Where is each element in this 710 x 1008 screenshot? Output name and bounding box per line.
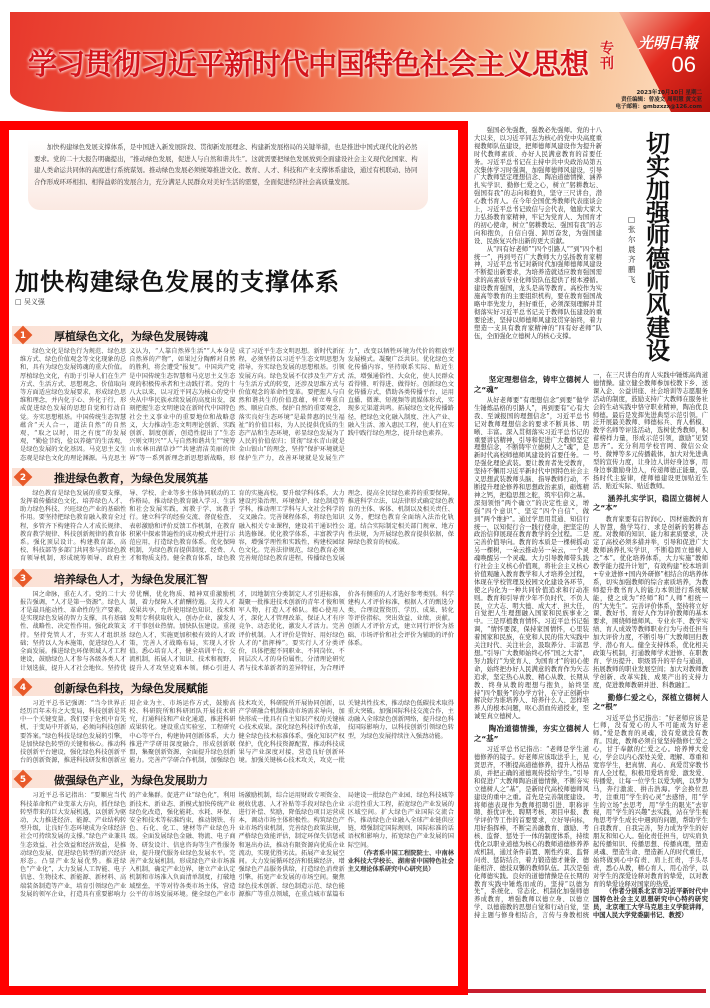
text-run: 绿色文化是绿色行为规范、绿色思维方式、绿色价值观念等文化现象的总和，具有为绿色发展铸魂的重大价值。厚植绿色文化，有助于引导人们在生产方式、生活方式、思想观念、价值取向等方面适应绿色发展要求，形成绿色思维和理念，并内化于心、外化于行，形成促进绿色发展的思想自觉和行动自觉。夯实思想根基。中国传统生态智慧蕴含“天人合一，道法自然”的自然观，“取之以时，用之有度”的发展观，“勤俭节约，俭以养德”的生活观，是绿色发展的文化基因。马克思主义生态	[20, 348, 127, 462]
side-subheading: 坚定理想信念，铸牢立德树人之“魂”	[474, 375, 589, 394]
side-subheading: 涵养扎实学识，稳固立德树人之“本”	[593, 493, 708, 513]
page-number: 06	[671, 52, 696, 77]
section-number-badge	[14, 568, 33, 587]
text-run: 攻克一批关键共性技术，推动绿色低碳技术取得重大突破。加强国际科技交流合作，主动融入全球绿色创新网络，提升绿色科技国际影响力，以科技创新引领绿色转型，为绿色发展持续注入强劲动能。	[319, 699, 454, 765]
section-heading	[12, 678, 454, 696]
paragraph: 强国必先强教，强教必先强师。党的十八大以来，以习近平同志为核心的党中央高度重视教师队伍建设，把师德师风建设作为提升新时代教师素质、办好人民满意教育的首要任务。习近平总书记在主持中共中央政治局第五次集体学习时强调，加强师德师风建设，引导广大教师坚定理想信念、陶冶道德情操、涵养扎实学识、勤修仁爱之心，树立“躬耕教坛、强国有我”的志向和抱负，坚守三尺讲台，潜心教书育人。在今年全国优秀教师代表座谈会上，习近平总书记致信与会代表，勉励大家大力弘扬教育家精神，牢记为党育人、为国育才的初心使命，树立“躬耕教坛、强国有我”的志向和抱负，自信自强、踔厉奋发，为强国建设、民族复兴作出新的更大贡献。	[474, 127, 602, 245]
section-title: 做强绿色产业，为绿色发展助力	[54, 774, 208, 788]
side-lead	[474, 127, 602, 340]
paragraph	[20, 348, 454, 463]
article-section	[12, 468, 454, 564]
section-body	[20, 490, 454, 564]
article-headline: 加快构建绿色发展的支撑体系	[15, 267, 340, 296]
section-title: 创新绿色科技，为绿色发展赋能	[54, 681, 208, 695]
section-number-badge	[14, 467, 33, 486]
section-title: 推进绿色教育，为绿色发展筑基	[54, 471, 208, 485]
text-run: 国之命脉，重在人才。党的二十大报告强调，“人才是第一资源”。绿色人才是最具能动性、革命性的生产要素，是实现绿色发展的智力支撑，具有基础性、战略性、决定性作用。强化政策支持。坚持党管人才，夯实人才组织基础；坚持以人为本施策，促进绿色人才全面发展。推进绿色环保领域人才工程建设，鼓励绿色人才参与各	[20, 590, 127, 664]
section-number-badge	[14, 770, 33, 789]
text-run: 高校。要升级学科体系，大力建设污染治理、环境保护、绿色制造等学科，推动理工学科与人文社会科学的交叉融合。完善课程体系，将绿色知识融入相关专业课程，建设若干通识性公共选修课。优化教学体系，丰富教学内容，增强学理性和实践性，构建校园绿色文化。完善法律规范，绿色教育必须完善	[238, 489, 345, 563]
issue-meta	[616, 90, 702, 111]
text-run: 类评价，具体把握不同职业、不同岗位、不同层次人才的身份属性，分清理论研究者与技术革新者的差异特征，为合理评价各有侧重的人才选好参考类别。科学建构人才评价标准，根据人才的甄选分类，合理设置资历、学历、成果、转化等评价指标，突出效益、业绩、贡献。创新人才评价方式，建立同行评价为基础、市场评价和社会评价为辅助的评价体系。	[238, 590, 454, 672]
section-heading	[12, 468, 454, 486]
side-body	[474, 372, 708, 920]
article-section	[12, 326, 454, 463]
section-number-badge	[14, 326, 33, 345]
editors: 责任编辑：曾凌文 周明慧 黄文亚	[621, 97, 702, 103]
paragraph	[20, 700, 454, 766]
text-run: 习近平总书记强调：“当今世界正经历百年未有之大变局，科技创新是其中一个关键变量。我们要于危机中育先机、于变局中开新局，必须向科技创新要答案。”绿色科技是绿色发展的引擎，是加快绿色转型的关键和核心。推动科技创新平台建设，强化绿色科技创新平台的创新资源，推进科技研发和创新应用	[20, 699, 136, 765]
section-number: 4	[19, 681, 27, 692]
text-run: 洁美丽的世界”等一系列新理念新思想新战略，形成了习近平生态文明思想。新时代新征程，必须坚持以习近平生态文明思想为指导，夯实绿色发展的思想根基。引领发展方向。绿色发展不仅涉及生产方式与生活方式的转变，还涉及思维方式与价值观念的革命性变革。要把握人与自然和谐共生的价值意蕴，树立尊重自然、顺应自然、保护自然的重要观念，落实良好生态环境“是最普惠的民生福祉”的价值目标，为人民提供优质的生态产品和生态环境，彰显绿色发展为了人民的价值依归；贯彻“绿	[129, 348, 345, 462]
text-run: 规范绿色教育进程，传播绿色发展理念、提高全民绿色素养的重要保障。推进科学立法，以法律形式确定绿色教育的主体、客体、机制以及相关责任、义务，把绿色教育全面纳入法治化轨道。结合实际制定相关部门规章、地方性法规，为开展绿色教育提供依据，保障绿色教育的权威。	[251, 489, 454, 563]
section-body	[20, 700, 454, 766]
bottom-rule	[468, 989, 706, 993]
section-number-badge	[14, 677, 33, 696]
text-run: 习近平总书记指出：“老师是学生道德修养的镜子。好老师应该取法乎上，见贤思齐，不断提高道德修养，提升人格品质，并把正确的道德观传授给学生。”引导和促进广大教师陶冶道德情操，不断夯实立德树人之“基”，是新时代高校师德师风建设的重中之重。首先是完善制度建设。将师德表现作为教师招聘引进、职称评聘、推优评先、聘期考核、项目申报、教学评价等工作的首要要求，立好导向标，用好指挥棒，不断完善融教育、激励、考核、监督、惩处于一体的制度体系，持续优化以职业道德为核心的教师道德修养养成机制，通过条件前置、刚性约束、监督问责、惩防结合，着力锻造德才兼备、德能相济、德技双馨的教师队伍。其次是强化师德实践。良好的道德情操是在长期的教育实践中锤炼而成的。坚持“以德为先”，系统化、常态化、机制化加强师德养成教育，增强教师以德立身、以德立学、以德施教的思想自觉和行动自觉，坚持主题与修身相结合，言传与身教相统一，在三尺讲台的育人实践中锤炼高尚道德情操。建立健全教师参加校教下乡、送课入企、公益讲座、社会培训等志愿服务活动的制	[474, 372, 708, 920]
divider-bar	[460, 121, 468, 995]
text-run: 习近平总书记指出：“要顺应当代科技革命和产业变革大方向，抓住绿色转型带来的巨大发展机遇，以创新为驱动，大力推进经济、能源、产业结构转型升级，让良好生态环境成为全球经济社会可持续发展的支撑。”绿色产业兼具生态效益、社会效益和经济效益，是推动绿色发展、促进绿色转型的新兴经济形态。凸显产业发展优势。推进绿色“产业化”，大力发展人工智能、电子信息、生物技术、新能源、新材料、高端装备制造等产业，培育引领绿色产业发展的领军企业，	[20, 792, 127, 898]
text-run: 打造具有重要影响力的产业集群。促进产业“绿色化”，利用新技术、新业态、新模式加快传统产业绿色化改造，强化能耗、水耗、环保、安全和技术等标准约束，推动钢铁、有色、石化、化工、建材等产业绿色升级。全面发展绿色金融、物流、电子商务、研发设计、信息咨询等生产性服务业，提升现代服务业绿色发展水平。完善产业发展机制。形成绿色产业市场准入机制，确定产业边界，建立产业认定机制和市场准入负面清单制度，打破地域壁垒，平等对待各类市场主体，营	[70, 792, 236, 898]
side-byline: □ 张尔晨 齐鹏飞	[628, 215, 636, 284]
section-number: 2	[19, 471, 27, 483]
side-headline: 切实加强师德师风建设	[646, 129, 670, 365]
side-subheading: 陶冶道德情操，夯实立德树人之“基”	[474, 724, 589, 743]
article-section	[12, 569, 454, 673]
text-run: 造公平的市场发展环境。健全绿色产业市场激励机制，综合运用财政专项资金、税收优惠、人才补贴等手段对绿色企业进行补偿、奖励，降低绿色项目运营成本，调动市场主体积极性。构筑绿色产业市场约束机制，完善绿色政策法规，严格绿色效能评估，制定环保失信惩戒和退出办法，推动有限资源向优质企业流动，实现优胜劣汰。拓展产业发展空间。大力发展循环经济和低碳经济，增强绿色产品服务供给，打造绿色消费新引擎，拓宽产业发展	[129, 792, 345, 898]
text-run: 的市场空间。聚焦绿色技术创新、绿色制造示范、绿色能源推广等重点领域，在重点城市谋篇布局建设一批绿色产业园、绿色科技城等示范性重大工程，拓宽绿色产业发展的区域空间。扩大绿色产业国际交流合作，推动绿色企业融入全球产业链供应链，增强制定国际规则、国际标准的话语权和影响力，拓宽绿色产业发展的国际空间。	[238, 792, 454, 898]
section-number: 5	[19, 774, 27, 785]
paragraph: 习近平总书记指出：“好老师应该是仁师，没有爱心的人不可能成为好老师。”爱是教育的灵魂，没有爱就没有教育。因此，教师必须自觉坚持勤修仁爱之心，甘于奉献的仁爱之心。培养博大爱心，学会以内心深处关爱、理解、尊重和宽容学生，把真情、真心、真爱贯穿教书育人全过程，积极用爱培育爱、激发爱、传播爱，让每一位学生以爱为帆，以梦为马，奔行激流、拼击浩海。学会换位思考，注重用“学生的心灵”去感悟，用“学生的立场”去思考，用“学生的眼光”去审视，用“学生的兴趣”去实践，站在学生视角思考学生成长中遇到的问题，帮助学生自我教育、自我完善，努力成为学生的好朋友和知心人。强化责任担当，切实肩负起传播知识、传播思想、传播真理，塑造灵魂、塑造生命、塑造新人的时代重任，始终做到心中有责、肩上扛责，手头尽责，悉心从教，精心育人，用心治学，以对学生的深爱诠释对教育的挚爱，以对教育的挚爱诠释对国家的热爱。	[593, 714, 708, 888]
paragraph: 从好老师要“有理想信念”到要“做学生锤炼品格的引路人”，再到要有“心有大我、至诚报国的理想信念”，习近平总书记对教师理想信念的要求不断具体、明晰、丰富。深入贯彻落实习近平总书记的重要讲话精神，引导和促进广大教师坚定理想信念，不断铸牢立德树人之“魂”，是新时代高校师德师风建设的首要任务。一是强化理论武装。要让教育者先受教育，坚持不懈用习近平新时代中国特色社会主义思想武装教师头脑、指导教师行动，不断提升理论修养和思想政治素质，砺炼精神之钙，把稳思想之舵，筑牢信仰之基。深刻领悟“两个确立”的决定性意义，增强“四个意识”、坚定“四个自信”、做到“两个维护”。通过学思用贯通、知信行统一，以知促行合一践行使命，把坚定的政治信仰展现在教育教学的全过程。二是完善价值导向。教育的本质是一棵树摇动另一棵树，一朵云推动另一朵云，一个灵魂唤醒另一个灵魂。大力引导教师带头践行社会主义核心价值观，将社会主义核心价值观融入教育教学和人才培养全过程，体现在学校管理及校园文化建设各环节，使之内化为一种共同价值追求和行动准则。教育和引导青少年不负时代、不负人民，立大志、明大德、成大才、担大任，自觉把人生理想融入国家和民族事业之中。三是厚植教育情怀。习近平总书记强调，“情怀要深，保持家国情怀，心里装着国家和民族，在党和人民的伟大实践中关注时代、关注社会，汲取养分、丰富思想。”引导广大教师始终心怀“国之大者”，努力践行“为党育人、为国育才”的初心使命，始终把办好人民满意的教育作为矢志追求，坚定热心从教、精心从教、长期从教、终身从教的理想与抱负，始终坚持“四个服务”的办学方针，在守正创新中解决好为谁培养人、培养什么人、怎样培养人的根本问题，呕心沥血传道授业，至诚至真立德树人。	[474, 397, 589, 721]
side-subheading: 勤修仁爱之心，深植立德树人之“根”	[593, 692, 708, 712]
email: 电子邮箱：gmbzxzx@126.com	[615, 104, 702, 110]
author-note: （作者分别系北京市习近平新时代中国特色社会主义思想研究中心特约研究员，北京理工大学马克思主义学院讲师，中国人民大学党委副书记、教授）	[593, 888, 708, 920]
article-section	[12, 678, 454, 766]
text-run: 学校、企业等多主体协同联动的工作格局，推动绿色教育融入学习、生活和社会发展实践，寓教于学、寓教于行。建立科学的经验交流、督促检查、表彰激励和评价反馈工作机制，在教育积累中探索普遍性的成功模式并进行示范应用，打造绿色教育体系。优化保障机制，为绿色教育提供制度、经费、人才和物质支持。健全教育体系，绿色教育的实施	[129, 489, 264, 563]
paragraph	[20, 792, 454, 899]
article-byline: □ 吴义强	[15, 298, 45, 306]
section-number: 3	[19, 572, 27, 583]
text-run: 水青山就是金山银山”的理念，坚持“保护环境就是保护生产力，改善环境就是发展生产力”，改变以牺牲环境为代价的粗放型发展模式。凝聚广泛共识。优化绿色文化传播内容，坚持联系实际、贴近生活，增强通俗性、大众化，使人民群众看得懂、听得进、做得好。创新绿色文化传播方式，借助各类传播平台，运用直播、微课、短视频等流媒体形式，实现多元渠道共鸣。拓展绿色文化传播路径，把绿色文化融入制度、注入产业、融入生活、渗入惠民工程，使人们在实践中践行绿色理念，提升绿色素养。	[238, 348, 454, 462]
author-note: （作者系中国工程院院士、中南林业科技大学校长、湖南省中国特色社会主义理论体系研究中心研究员）	[347, 849, 454, 874]
section-body	[20, 792, 454, 899]
text-run: 企业为主、市场运作方式，鼓励高校、科研院所和科研团队开展技术研究，打通科技和产业化通道，推进科研成果转化。建设重点实验室、工程研究中心等平台，构建协同创新体系，大力推进产学研用深度融合，形成创新联盟，集聚创新资源，全面提升绿色创新能力。完善产学研合作机制，加强绿色技术	[129, 699, 252, 765]
paragraph	[20, 490, 454, 564]
text-run: 观是绿色文化的理论渊源。马克思主义认为，“人靠自然界生活”“人本身是自然界的产物”，如果过分陶醉对自然的胜利，将会遭受“报复”。中国共产党是中国传统生态智慧和马克思主义生态观的积极传承者和主动践行者。党的十八大以来，以习近平同志为核心的党中央从中华民族永续发展的高度出发，深刻把握生态文明建设在新时代中国特色社会主义事业中的重要地位和战略意义，大力推动生态文明理论创新、实践创新、制度创新，创造性提出了“生态兴则文明兴”“人与自然和谐共生”“统筹山水林田湖草沙”“共建清	[26, 348, 236, 462]
section-heading	[12, 569, 454, 587]
newspaper-logo: 光明日報	[637, 34, 698, 52]
article-sections	[12, 326, 454, 904]
special-label: 专刊	[600, 41, 614, 72]
section-title: 培养绿色人才，为绿色发展汇智	[54, 572, 208, 586]
section-title: 厚植绿色文化，为绿色发展铸魂	[54, 330, 208, 343]
text-run: 攻关，科研院所开展协同创新，以产学研融合机制推动市场需求导向，加快形成一批具有自主知识产权的关键核心技术成果。深化绿色科技评价改革，健全绿色技术标准体系，强化知识产权保护，优化科技资源配置，推动科技成果与产业深度对接，营造良好创新环境。加强关键核心技术攻关，	[238, 699, 345, 765]
text-run: 绿色教育是绿色发展的重要支撑，发挥着传播绿色文化、培养绿色人才、助力绿色科技、兴旺绿色产业的基础性作用。要坚持把绿色教育融入教育全过程，多管齐下构建符合人才成长规律、教育教学规律、科技创新规律的教育体系。强化顶层设计。构建教育部、高校、科技部等多部门共同参与的绿色教育领导机制，形成统筹领导、政府主导、	[20, 489, 142, 563]
masthead-banner	[10, 12, 710, 112]
paragraph	[20, 591, 454, 673]
section-heading	[12, 326, 454, 344]
text-run: 度，鼓励支持广大教师在服务社会的生动实践中恪守职业精神，陶冶优良师德。最后是发挥先进典型示范引领。广泛开展最美教师、师德标兵、育人楷模、教学名师等评选活动，选树优秀教师，积蓄榜样力量，形成示范引领，激励“见贤思齐”。充分利用学校官网、微信公众号、微博等多元传播载体，加大对先进典型的宣传力度，让身边人讲好身边事，用身边事激励身边人，传递师德正能量，弘扬时代主旋律，使师德建设更加贴近生活、贴近实际、贴近教师。	[593, 395, 709, 490]
paragraph: 从“四有好老师”“四个引路人”“到”四个相统一”，再到号召广大教师大力弘扬教育家精神，习近平总书记对新时代加强师德师风建设不断提出新要求，为培养造就适应教育强国需求的高素质专业化师资队伍提供了根本遵循。建设教育强国，龙头是高等教育。高校作为实施高等教育的主要组织机构，要在教育强国战略中率先发力，担好重任，必须深刻理解并贯彻落实好习近平总书记关于教师队伍建设的重要论述，坚持以师德师风建设贯穿始终，着力塑造一支具有教育家精神的“四有好老师”队伍，全面强化立德树人的核心支撑。	[474, 245, 602, 340]
issue-date: 2023年10月10日 星期二	[636, 90, 702, 96]
column-title: 学习贯彻习近平新时代中国特色社会主义思想	[28, 47, 589, 81]
paragraph: 教育家要有启智润心、因材施教的育人智慧，勤学笃行、求是创新的躬耕态度。对教师的知识、能力和素质要求，决定了高校必须多措并举，引导和促进广大教师涵养扎实学识，不断稳固立德树人之“本”。优化培养体系，大力实施“教师教学能力提升计划”，有效构建“校本培训+专业进修+国内外研修”相结合的培养体系，切实加强教师的综合素质培养，为教师提升教书育人的能力本领进行系统赋能，使之成为“经师”和“人师”相统一的“大先生”。完善评价体系，坚持将立好课、教好书、育好人作为评价教师的基本要求，围绕师德师风、专业水平、教学实绩、育人成效等教师职业行为与责任担当加大评价力度，不断引导广大教师回归教学、潜心育人。健全支持体系，优化相关政策与机制，打通教师学术进修、在职教育、学历提升、职级晋升的平台与通道，拓展教师的职业发展空间；加大对教师教学创新、改革实践、成果产出的支持力度，促进教师教研并进、科教融汇。	[593, 515, 708, 689]
article-section	[12, 770, 454, 899]
section-body	[20, 591, 454, 673]
text-run: 全培训平台、交流机制，拓展人才知识、技术和视野，提升人才攻坚克难本领。倾心引进人才，因地制宜分类制定人才引进标准，凝聚一批推进技术创新的青年才俊和领军人物，打造人才梯队。精心使用人才，深化人才管理改革，保证人才有序竞争、动态优化，激发人才活力。完善评价机制。人才评价是管好、用好绿色人才的“指挥棒”。要实行人才分	[129, 590, 345, 672]
article-lead: 加快构建绿色发展支撑体系，是中国进入新发展阶段、贯彻新发展理念、构建新发展格局的关键举措，也是推进中国式现代化的必然要求。党的二十大报告明确提出，“推动绿色发展，促进人与自然和谐共生”。这就需要把绿色发展放到全面建设社会主义现代化国家、构建人类命运共同体的高度进行系统谋划。推动绿色发展必须统筹推进文化、教育、人才、科技和产业支撑体系建设，通过有机联动、协同合作形成环环相扣、相得益彰的发展合力，充分满足人民群众对美好生活的需要，全面促进经济社会高质量发展。	[28, 140, 428, 210]
section-number: 1	[19, 329, 27, 341]
text-run: 级各类人才计划选拔，提升人才社会地位。坚持优劳优酬，优化物质、精神双重激励机制，着力保障人才薪酬待遇。支持人才成果共享，允许使用绿色知识、技术和发明专利获取收入，创办企业，激发人才干事创业热情。加快队伍建设。重视绿色人才，实施更加积极有效的人才政策，完善人才战略布局，实现人才价值。悉心培育人才，健	[20, 590, 236, 672]
section-body	[20, 348, 454, 463]
section-heading	[12, 770, 454, 788]
